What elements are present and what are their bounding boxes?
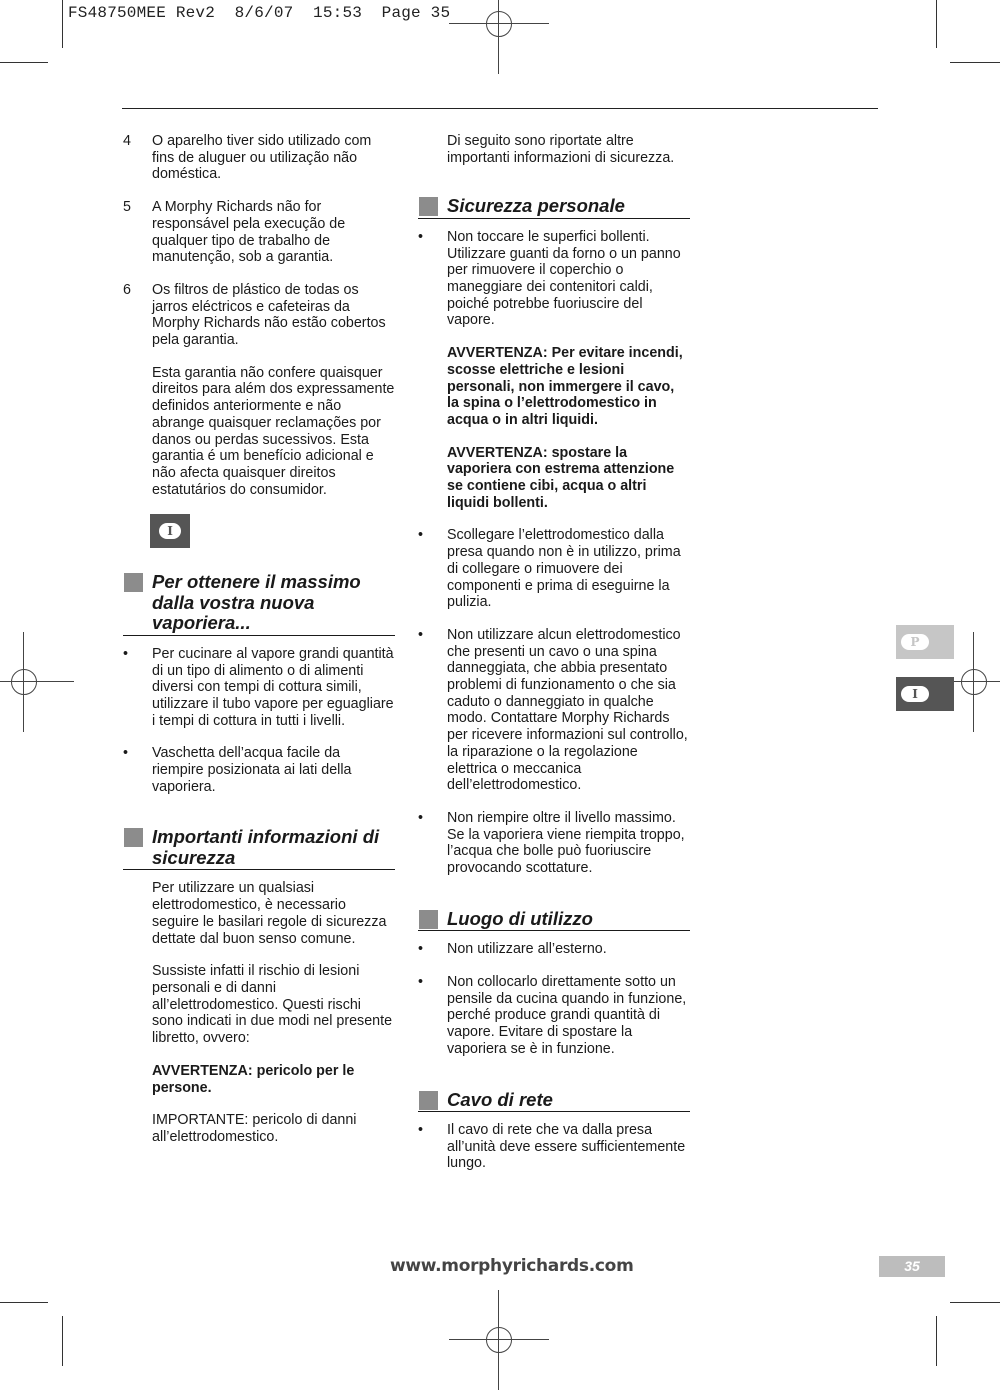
- crop-mark: [950, 1302, 1000, 1303]
- paragraph: Sussiste infatti il rischio di lesioni personali e di danni all’elettrodomestico. Questi rischi sono indicati in due modi nel presente libretto, ovvero:: [152, 963, 393, 1047]
- item-number: 4: [123, 133, 131, 149]
- paragraph: Per utilizzare un qualsiasi elettrodomestico, è necessario seguire le basilari regole di sicurezza dettate dal buon senso comune.: [152, 880, 387, 947]
- section-heading: [418, 196, 690, 219]
- bullet-text: Per cucinare al vapore grandi quantità di un tipo di alimento o di alimenti diversi con tempi di cottura simili, utilizzare il tubo vapore per eguagliare i tempi di cottura in tutti i livelli.: [152, 645, 394, 729]
- bullet-icon: •: [418, 1122, 424, 1139]
- bullet-item: [123, 745, 395, 795]
- heading-square-icon: [419, 197, 438, 216]
- bullet-text: Non collocarlo direttamente sotto un pensile da cucina quando in funzione, perché produce grandi quantità di vapore. Evitare di spostare la vaporiera se è in funzione.: [447, 974, 687, 1057]
- bullet-item: [123, 646, 395, 730]
- bullet-icon: •: [123, 645, 129, 662]
- crop-mark: [0, 1302, 48, 1303]
- bullet-text: Non toccare le superfici bollenti. Utilizzare guanti da forno o un panno per rimuovere il coperchio o maneggiare dei contenitori caldi, poiché potrebbe fuoriuscire del vapore.: [447, 228, 681, 329]
- bullet-item: [418, 941, 690, 958]
- heading-text: Luogo di utilizzo: [447, 907, 593, 929]
- bullet-item: [418, 627, 690, 794]
- warning-paragraph: AVVERTENZA: spostare la vaporiera con estrema attenzione se contiene cibi, acqua o altri liquidi bollenti.: [447, 444, 675, 511]
- bullet-text: Non riempire oltre il livello massimo. Se la vaporiera viene riempita troppo, l’acqua che bolle può fuoriuscire provocando scottature.: [447, 810, 685, 877]
- tab-badge: P: [901, 634, 929, 650]
- crop-mark: [62, 1316, 63, 1366]
- heading-text: Importanti informazioni di sicurezza: [152, 826, 380, 868]
- language-badge: I: [159, 523, 181, 539]
- crop-mark: [936, 0, 937, 48]
- bullet-item: [418, 810, 690, 877]
- section-heading: [418, 909, 690, 932]
- right-column: [418, 133, 690, 1188]
- bullet-icon: •: [418, 974, 424, 991]
- list-item: [123, 199, 395, 266]
- bullet-text: Non utilizzare alcun elettrodomestico che presenti un cavo o una spina danneggiata, che abbia presentato problemi di funzionamento o che sia caduto o danneggiato in qualche modo. Contattare Morphy Richards per ricevere informazioni sul controllo, la riparazione o la regolazione elettrica o meccanica dell’elettrodomestico.: [447, 626, 688, 794]
- crop-mark: [950, 62, 1000, 63]
- print-slug: FS48750MEE Rev2 8/6/07 15:53 Page 35: [68, 4, 451, 22]
- page-number: 35: [879, 1256, 945, 1277]
- heading-square-icon: [419, 910, 438, 929]
- language-tab-italian: [896, 677, 954, 711]
- website-link[interactable]: www.morphyrichards.com: [390, 1256, 634, 1276]
- item-number: 5: [123, 199, 131, 216]
- bullet-item: [418, 1122, 690, 1172]
- heading-square-icon: [124, 828, 143, 847]
- bullet-item: [418, 527, 690, 611]
- item-text: A Morphy Richards não for responsável pela execução de qualquer tipo de trabalho de manutenção, sob a garantia.: [152, 199, 346, 266]
- heading-square-icon: [124, 573, 143, 592]
- bullet-icon: •: [418, 626, 424, 643]
- item-text: Os filtros de plástico de todas os jarros eléctricos e cafeteiras da Morphy Richards não estão cobertos pela garantia.: [152, 281, 386, 349]
- bullet-icon: •: [418, 941, 424, 958]
- tab-badge: I: [901, 686, 929, 702]
- bullet-item: [418, 974, 690, 1058]
- bullet-icon: •: [123, 745, 129, 762]
- heading-text: Sicurezza personale: [447, 195, 625, 217]
- item-number: 6: [123, 281, 131, 298]
- section-heading: [123, 827, 395, 870]
- language-marker-italian: [150, 514, 190, 548]
- header-rule: [122, 108, 878, 109]
- bullet-text: Vaschetta dell’acqua facile da riempire posizionata ai lati della vaporiera.: [152, 745, 352, 795]
- list-item: [123, 282, 395, 349]
- bullet-icon: •: [418, 228, 424, 245]
- warranty-note: Esta garantia não confere quaisquer direitos para além dos expressamente definidos anteriormente e não abrange quaisquer reclamações por danos ou perdas sucessivos. Esta garantia é um benefício adicional e não afecta quaisquer direitos estatutários do consumidor.: [152, 364, 395, 498]
- bullet-item: [418, 229, 690, 329]
- warning-paragraph: AVVERTENZA: Per evitare incendi, scosse elettriche e lesioni personali, non immergere il cavo, la spina o l’elettrodomestico in acqua o in altri liquidi.: [447, 345, 683, 428]
- bullet-text: Il cavo di rete che va dalla presa all’unità deve essere sufficientemente lungo.: [447, 1122, 686, 1172]
- item-text: O aparelho tiver sido utilizado com fins de aluguer ou utilização não doméstica.: [152, 133, 372, 183]
- heading-text: Per ottenere il massimo dalla vostra nuova vaporiera...: [152, 571, 361, 634]
- heading-text: Cavo di rete: [447, 1088, 553, 1110]
- crop-mark: [0, 62, 48, 63]
- language-tab-portuguese: [896, 625, 954, 659]
- heading-square-icon: [419, 1091, 438, 1110]
- list-item: [123, 133, 395, 183]
- bullet-icon: •: [418, 810, 424, 826]
- paragraph: IMPORTANTE: pericolo di danni all’elettrodomestico.: [152, 1112, 357, 1145]
- crop-mark: [936, 1316, 937, 1366]
- bullet-text: Scollegare l’elettrodomestico dalla presa quando non è in utilizzo, prima di collegare o rimuovere dei componenti e prima di eseguirne la pulizia.: [447, 527, 681, 611]
- section-heading: [418, 1090, 690, 1113]
- bullet-text: Non utilizzare all’esterno.: [447, 941, 607, 958]
- warning-paragraph: AVVERTENZA: pericolo per le persone.: [152, 1062, 355, 1096]
- intro-paragraph: Di seguito sono riportate altre importanti informazioni di sicurezza.: [447, 133, 675, 166]
- bullet-icon: •: [418, 527, 424, 544]
- left-column: [123, 133, 395, 1162]
- section-heading: [123, 572, 395, 636]
- crop-mark: [62, 0, 63, 48]
